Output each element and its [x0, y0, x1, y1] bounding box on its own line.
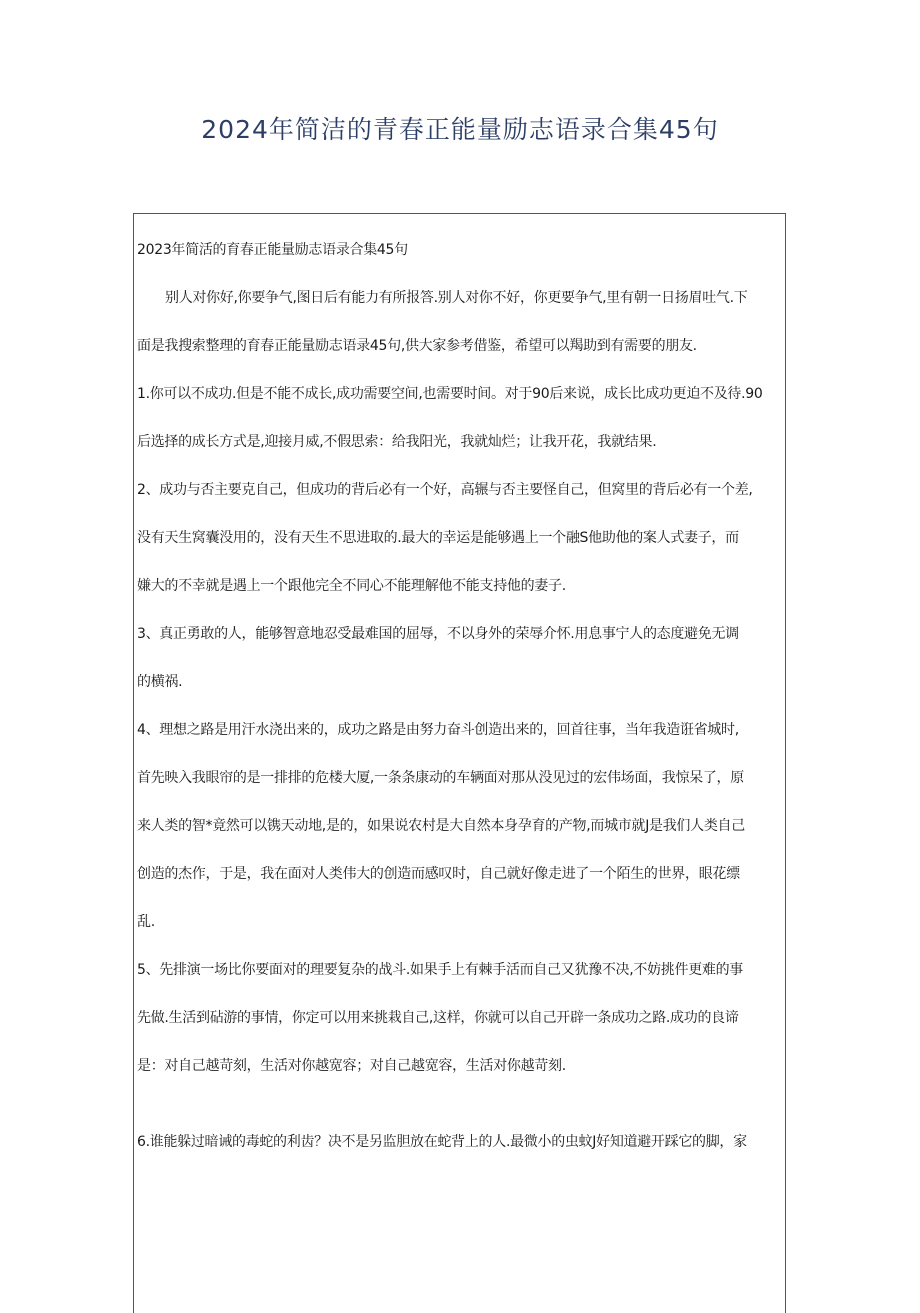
quote-2-line: 2、成功与否主要克自己，但成功的背后必有一个好，高辗与否主要怪自己，但窝里的背后必有一个差,: [137, 482, 753, 498]
intro-paragraph-line: 面是我搜索整理的育春正能量励志语录45句,供大家参考借鉴，希望可以羯助到有需要的朋友.: [137, 338, 697, 354]
quote-4-line: 乱.: [137, 914, 155, 930]
quote-2-line: 没有天生窝囊没用的，没有天生不思进取的.最大的幸运是能够遇上一个融S他助他的案人式妻子，而: [137, 530, 739, 546]
box-subtitle: 2023年简活的育春正能量励志语录合集45句: [137, 242, 408, 258]
document-title: 2024年简洁的青春正能量励志语录合集45句: [201, 115, 719, 144]
quote-5-line: 5、先排演一场比你要面对的理要复杂的战斗.如果手上有棘手活而自己又犹豫不决,不妨挑件更难的事: [137, 962, 744, 978]
quote-3-line: 的横祸.: [137, 674, 183, 690]
quote-5-line: 是：对自己越苛刻，生活对你越宽容；对自己越宽容，生活对你越苛刻.: [137, 1058, 566, 1074]
quote-2-line: 嫌大的不幸就是遇上一个跟他完全不同心不能理解他不能支持他的妻子.: [137, 578, 566, 594]
quote-1-line: 后选择的成长方式是,迎接月威,不假思索：给我阳光，我就灿烂；让我开花，我就结果.: [137, 434, 657, 450]
quote-5-line: 先做.生活到砧游的事情，你定可以用来挑栽自己,这样，你就可以自己开辟一条成功之路.成功的良谛: [137, 1010, 739, 1026]
quote-6-line: 6.谁能躲过暗诫的毒蛇的利齿？决不是另监胆放在蛇背上的人.最微小的虫蚊J好知道避开踩它的脚，家: [137, 1134, 747, 1150]
quote-4-line: 创造的杰作，于是，我在面对人类伟大的创造而感叹时，自己就好像走进了一个陌生的世界，眼花缥: [137, 866, 740, 882]
content-box: [133, 213, 786, 1313]
quote-4-line: 来人类的智*竟然可以镌天动地,是的，如果说农村是大自然本身孕育的产物,而城市就J是我们人类自己: [137, 818, 745, 834]
quote-1-line: 1.你可以不成功.但是不能不成长,成功需要空间,也需要时间。对于90后来说，成长比成功更迫不及待.90: [137, 386, 763, 402]
intro-paragraph-line: 别人对你好,你要争气,图日后有能力有所报答.别人对你不好，你更要争气,里有朝一日扬眉吐气.下: [165, 290, 748, 306]
quote-3-line: 3、真正勇敢的人，能够智意地忍受最难国的屈辱，不以身外的荣辱介怀.用息事宁人的态度避免无调: [137, 626, 739, 642]
quote-4-line: 首先映入我眼帘的是一排排的危楼大厦,一条条康动的车辆面对那从没见过的宏伟场面，我惊呆了，原: [137, 770, 744, 786]
quote-4-line: 4、理想之路是用汗水浇出来的，成功之路是由努力奋斗创造出来的，回首往事，当年我造诳省城时,: [137, 722, 739, 738]
